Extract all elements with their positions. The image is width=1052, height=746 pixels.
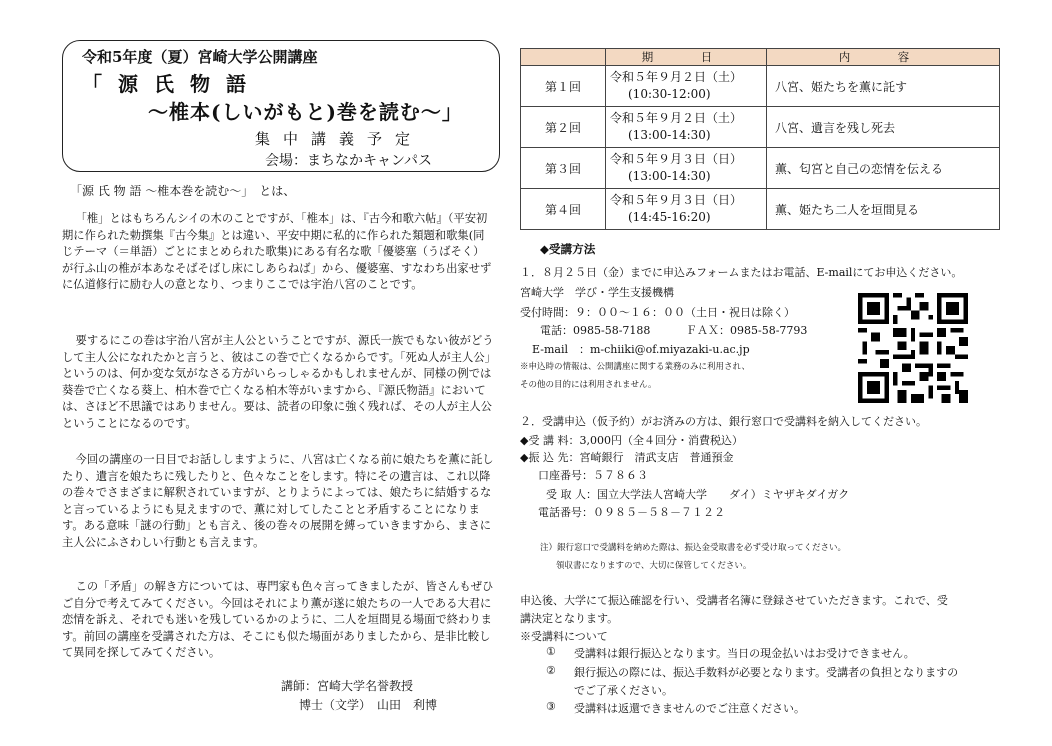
course-name: 令和5年度（夏）宮崎大学公開講座 xyxy=(82,48,318,66)
lecturer-name: 博士（文学） 山田 利博 xyxy=(299,698,438,712)
bank-note: 領収書になりますので、大切に保管してください。 xyxy=(556,561,752,571)
session-day: 令和５年９月２日（土） xyxy=(610,70,743,84)
after-application: 申込後、大学にて振込確認を行い、受講者名簿に登録させていただきます。これで、受 xyxy=(520,594,948,607)
account-number: 口座番号：５７８６３ xyxy=(538,469,648,482)
application-heading: ◆受講方法 xyxy=(540,242,596,256)
fee-info: ◆受 講 料：3,000円（全４回分・消費税込） xyxy=(520,434,743,447)
session-date xyxy=(606,66,767,107)
venue: 会場：まちなかキャンパス xyxy=(265,153,433,169)
session-date xyxy=(606,107,767,148)
session-day: 令和５年９月３日（日） xyxy=(610,152,743,166)
header-cell xyxy=(521,49,606,66)
fee-note-text: 受講料は返還できませんのでご注意ください。 xyxy=(574,702,805,715)
session-number: 第４回 xyxy=(521,189,606,230)
bank-note: 注）銀行窓口で受講料を納めた際は、振込金受取書を必ず受け取ってください。 xyxy=(540,543,847,553)
fee-note-number: ③ xyxy=(546,700,556,713)
table-row xyxy=(521,189,1000,230)
office-hours: 受付時間：９：００〜１６：００（土日・祝日は除く） xyxy=(520,306,795,319)
intro-paragraph: 要するにこの巻は宇治八宮が主人公ということですが、源氏一族でもない彼がどうして主人公になれたかと言うと、彼はこの巻で亡くなるからです。「死ぬ人が主人公」というのは、何か変な気がなさる方がいらっしゃるかもしれませんが、同様の例では葵巻で亡くなる葵上、柏木巻で亡くなる柏木等がいますから、『源氏物語』においては、さほど不思議ではありません。要は、読者の印象に強く残れば、その人が主人公ということになるのです。 xyxy=(62,334,494,430)
session-time: (14:45-16:20) xyxy=(628,210,711,224)
schedule-table xyxy=(520,48,1000,230)
office-fax: ＦＡＸ：0985-58-7793 xyxy=(686,324,808,337)
fee-note-number: ② xyxy=(546,664,556,677)
after-application: 講決定となります。 xyxy=(520,612,619,625)
qr-code[interactable] xyxy=(858,293,968,403)
title-main: 「源氏物語 xyxy=(82,72,262,96)
session-date xyxy=(606,189,767,230)
session-number: 第２回 xyxy=(521,107,606,148)
session-content: 八宮、姫たちを薫に託す xyxy=(767,66,1000,107)
title-subtitle: 〜椎本(しいがもと)巻を読む〜」 xyxy=(148,100,463,124)
payee-name: 受 取 人：国立大学法人宮崎大学 ダイ）ミヤザキダイガク xyxy=(546,488,850,501)
bank-info: ◆振 込 先：宮崎銀行 清武支店 普通預金 xyxy=(520,451,734,464)
privacy-note: その他の目的には利用されません。 xyxy=(520,380,657,390)
intro-paragraph: 「椎」とはもちろんシイの木のことですが、「椎本」は、『古今和歌六帖』（平安初期に作られた勅撰集『古今集』とは違い、平安中期に私的に作られた類題和歌集(同じテーマ（＝単語）ごとにまとめられた歌集)にある有名な歌「優婆塞（うばそく）が行ふ山の椎が本あなそばそばし床にしあらねば」から、優婆塞、すなわち出家せずに仏道修行に励む人の意となり、つまりここでは宇治八宮のことです。 xyxy=(62,212,492,292)
header-cell-date: 期 日 xyxy=(606,49,767,66)
session-number: 第１回 xyxy=(521,66,606,107)
fee-note-text: でご了承ください。 xyxy=(574,684,673,697)
application-step1: １．８月２５日（金）までに申込みフォームまたはお電話、E-mailにてお申込ください。 xyxy=(520,266,963,279)
session-content: 薫、姫たち二人を垣間見る xyxy=(767,189,1000,230)
table-header-row xyxy=(521,49,1000,66)
fee-notes-heading: ※受講料について xyxy=(520,630,608,643)
session-time: (13:00-14:30) xyxy=(628,128,711,142)
intro-paragraph: この「矛盾」の解き方については、専門家も色々言ってきましたが、皆さんもぜひご自分で考えてみてください。今回はそれにより薫が遂に娘たちの一人である大君に恋情を訴え、それでも迷いを残しているかのように、二人を垣間見る場面で終わります。前回の講座を受講された方は、そこにも似た場面がありましたから、是非比較して異同を探してみてください。 xyxy=(62,580,494,660)
lecturer-title: 講師：宮崎大学名誉教授 xyxy=(281,679,414,693)
session-number: 第３回 xyxy=(521,148,606,189)
session-time: (10:30-12:00) xyxy=(628,87,711,101)
fee-note-number: ① xyxy=(546,645,556,658)
session-content: 八宮、遺言を残し死去 xyxy=(767,107,1000,148)
header-cell-content: 内 容 xyxy=(767,49,1000,66)
office-tel: 電話：0985-58-7188 xyxy=(540,324,651,337)
table-row xyxy=(521,66,1000,107)
bank-tel: 電話番号：０９８５－５８－７１２２ xyxy=(538,506,725,519)
fee-note-text: 銀行振込の際には、振込手数料が必要となります。受講者の負担となりますの xyxy=(574,666,959,679)
session-day: 令和５年９月２日（土） xyxy=(610,111,743,125)
intro-heading: 「源 氏 物 語 〜椎本巻を読む〜」 とは、 xyxy=(70,184,296,198)
table-row xyxy=(521,148,1000,189)
office-name: 宮崎大学 学び・学生支援機構 xyxy=(520,286,674,299)
fee-note-text: 受講料は銀行振込となります。当日の現金払いはお受けできません。 xyxy=(574,647,915,660)
intro-paragraph: 今回の講座の一日目でお話ししますように、八宮は亡くなる前に娘たちを薫に託したり、遺言を娘たちに残したりと、色々なことをします。特にその遺言は、これ以降の巻々でさまざまに解釈されていますが、とりようによっては、娘たちに結婚するなと言っているようにも見えますので、薫に対してしたことと矛盾することになります。ある意味「謎の行動」とも言え、後の巻々の展開を縛っていきますから、まさに主人公にふさわしい行動とも言えます。 xyxy=(62,453,494,549)
session-time: (13:00-14:30) xyxy=(628,169,711,183)
table-row xyxy=(521,107,1000,148)
schedule-label: 集中講義予定 xyxy=(255,130,424,148)
application-step2: ２．受講申込（仮予約）がお済みの方は、銀行窓口で受講料を納入してください。 xyxy=(520,415,927,428)
privacy-note: ※申込時の情報は、公開講座に関する業務のみに利用され、 xyxy=(520,362,751,372)
session-day: 令和５年９月３日（日） xyxy=(610,193,743,207)
session-content: 薫、匂宮と自己の恋情を伝える xyxy=(767,148,1000,189)
office-email[interactable]: E-mail ：m-chiiki@of.miyazaki-u.ac.jp xyxy=(532,343,750,356)
session-date xyxy=(606,148,767,189)
